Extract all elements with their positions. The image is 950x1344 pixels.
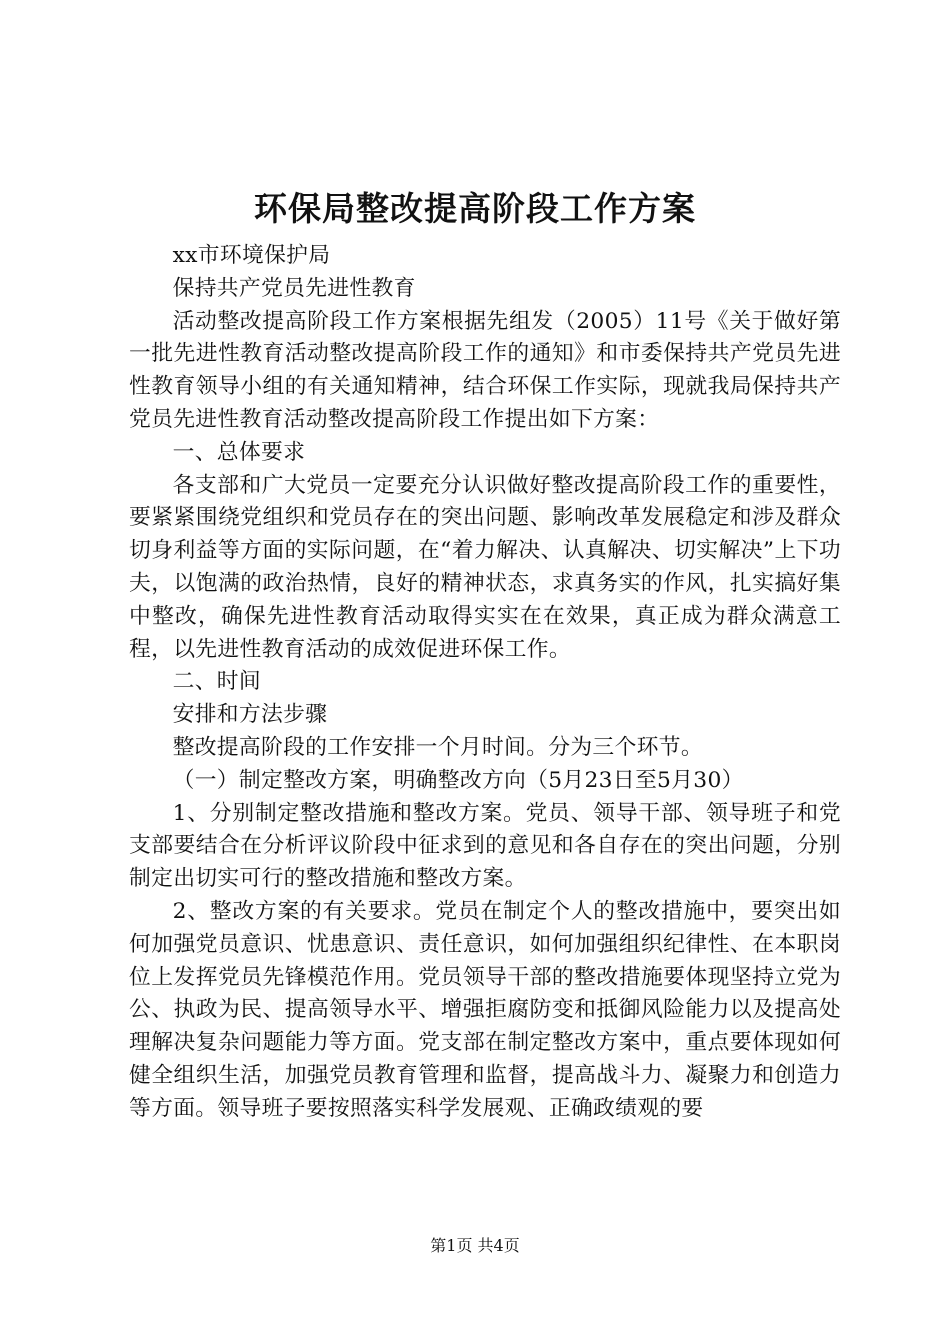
subheading-step-one: （一）制定整改方案，明确整改方向（5月23日至5月30） <box>172 767 744 793</box>
paragraph-intro: 活动整改提高阶段工作方案根据先组发（2005）11号《关于做好第一批先进性教育活动整改提高阶段工作的通知》和市委保持共产党员先进性教育领导小组的有关通知精神，结合环保工作实际，现就我局保持共产党员先进性教育活动整改提高阶段工作提出如下方案： <box>129 308 841 432</box>
paragraph-general-requirements: 各支部和广大党员一定要充分认识做好整改提高阶段工作的重要性，要紧紧围绕党组织和党员存在的突出问题、影响改革发展稳定和涉及群众切身利益等方面的实际问题，在“着力解决、认真解决、切实解决”上下功夫，以饱满的政治热情，良好的精神状态，求真务实的作风，扎实搞好集中整改，确保先进性教育活动取得实实在在效果，真正成为群众满意工程，以先进性教育活动的成效促进环保工作。 <box>129 472 841 662</box>
paragraph-item-2: 2、整改方案的有关要求。党员在制定个人的整改措施中，要突出如何加强党员意识、忧患意识、责任意识，如何加强组织纪律性、在本职岗位上发挥党员先锋模范作用。党员领导干部的整改措施要体现坚持立党为公、执政为民、提高领导水平、增强拒腐防变和抵御风险能力以及提高处理解决复杂问题能力等方面。党支部在制定整改方案中，重点要体现如何健全组织生活，加强党员教育管理和监督，提高战斗力、凝聚力和创造力等方面。领导班子要按照落实科学发展观、正确政绩观的要 <box>129 898 841 1121</box>
document-body <box>129 240 841 1126</box>
heading-general-requirements: 一、总体要求 <box>172 439 306 465</box>
heading-arrangement: 安排和方法步骤 <box>172 702 328 728</box>
page-footer: 第1页 共4页 <box>430 1236 520 1255</box>
heading-time: 二、时间 <box>172 669 261 695</box>
paragraph-subject: 保持共产党员先进性教育 <box>172 275 416 301</box>
paragraph-org: xx市环境保护局 <box>172 243 331 268</box>
paragraph-schedule: 整改提高阶段的工作安排一个月时间。分为三个环节。 <box>172 734 703 760</box>
document-title: 环保局整改提高阶段工作方案 <box>254 189 696 228</box>
paragraph-item-1: 1、分别制定整改措施和整改方案。党员、领导干部、领导班子和党支部要结合在分析评议阶段中征求到的意见和各自存在的突出问题，分别制定出切实可行的整改措施和整改方案。 <box>129 800 841 892</box>
